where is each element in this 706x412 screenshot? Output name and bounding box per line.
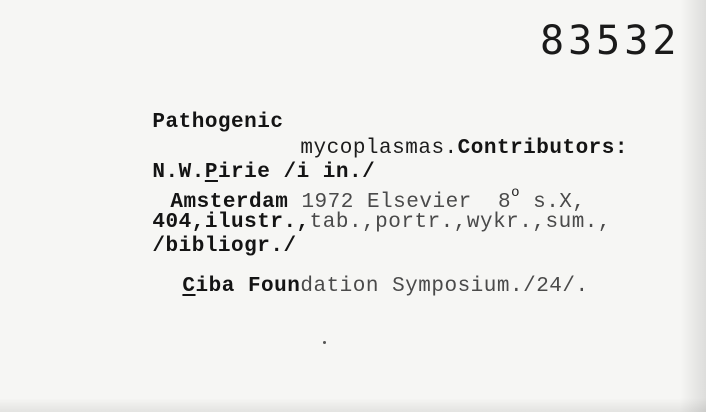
format-text: s.X, [520,191,586,214]
contributors-label: Contributors: [457,137,628,160]
bibliography-text: /bibliogr./ [152,235,297,258]
series-line [130,252,589,321]
series-text-b: dation Symposium./24/. [300,275,589,298]
editor-rest: irie /i in./ [217,161,376,184]
degree-superscript: o [511,185,520,201]
title-text: Pathogenic [152,111,284,134]
series-text-a: iba Foun [195,275,301,298]
card-edge-shadow [680,0,706,412]
catalog-number: 83532 [540,18,681,64]
editor-initials: N.W. [152,161,205,184]
place-text: Amsterdam [170,191,289,214]
pages-rest-text: tab.,portr.,wykr.,sum., [309,211,612,234]
year-publisher-text: 1972 Elsevier 8 [288,191,512,214]
ink-speck [323,341,326,344]
card-bottom-shadow [0,398,706,412]
editor-initial-underlined: P [204,161,218,184]
subtitle-text: mycoplasmas. [300,137,458,160]
pages-text: 404,ilustr., [152,211,310,234]
series-initial-underlined: C [182,275,196,298]
